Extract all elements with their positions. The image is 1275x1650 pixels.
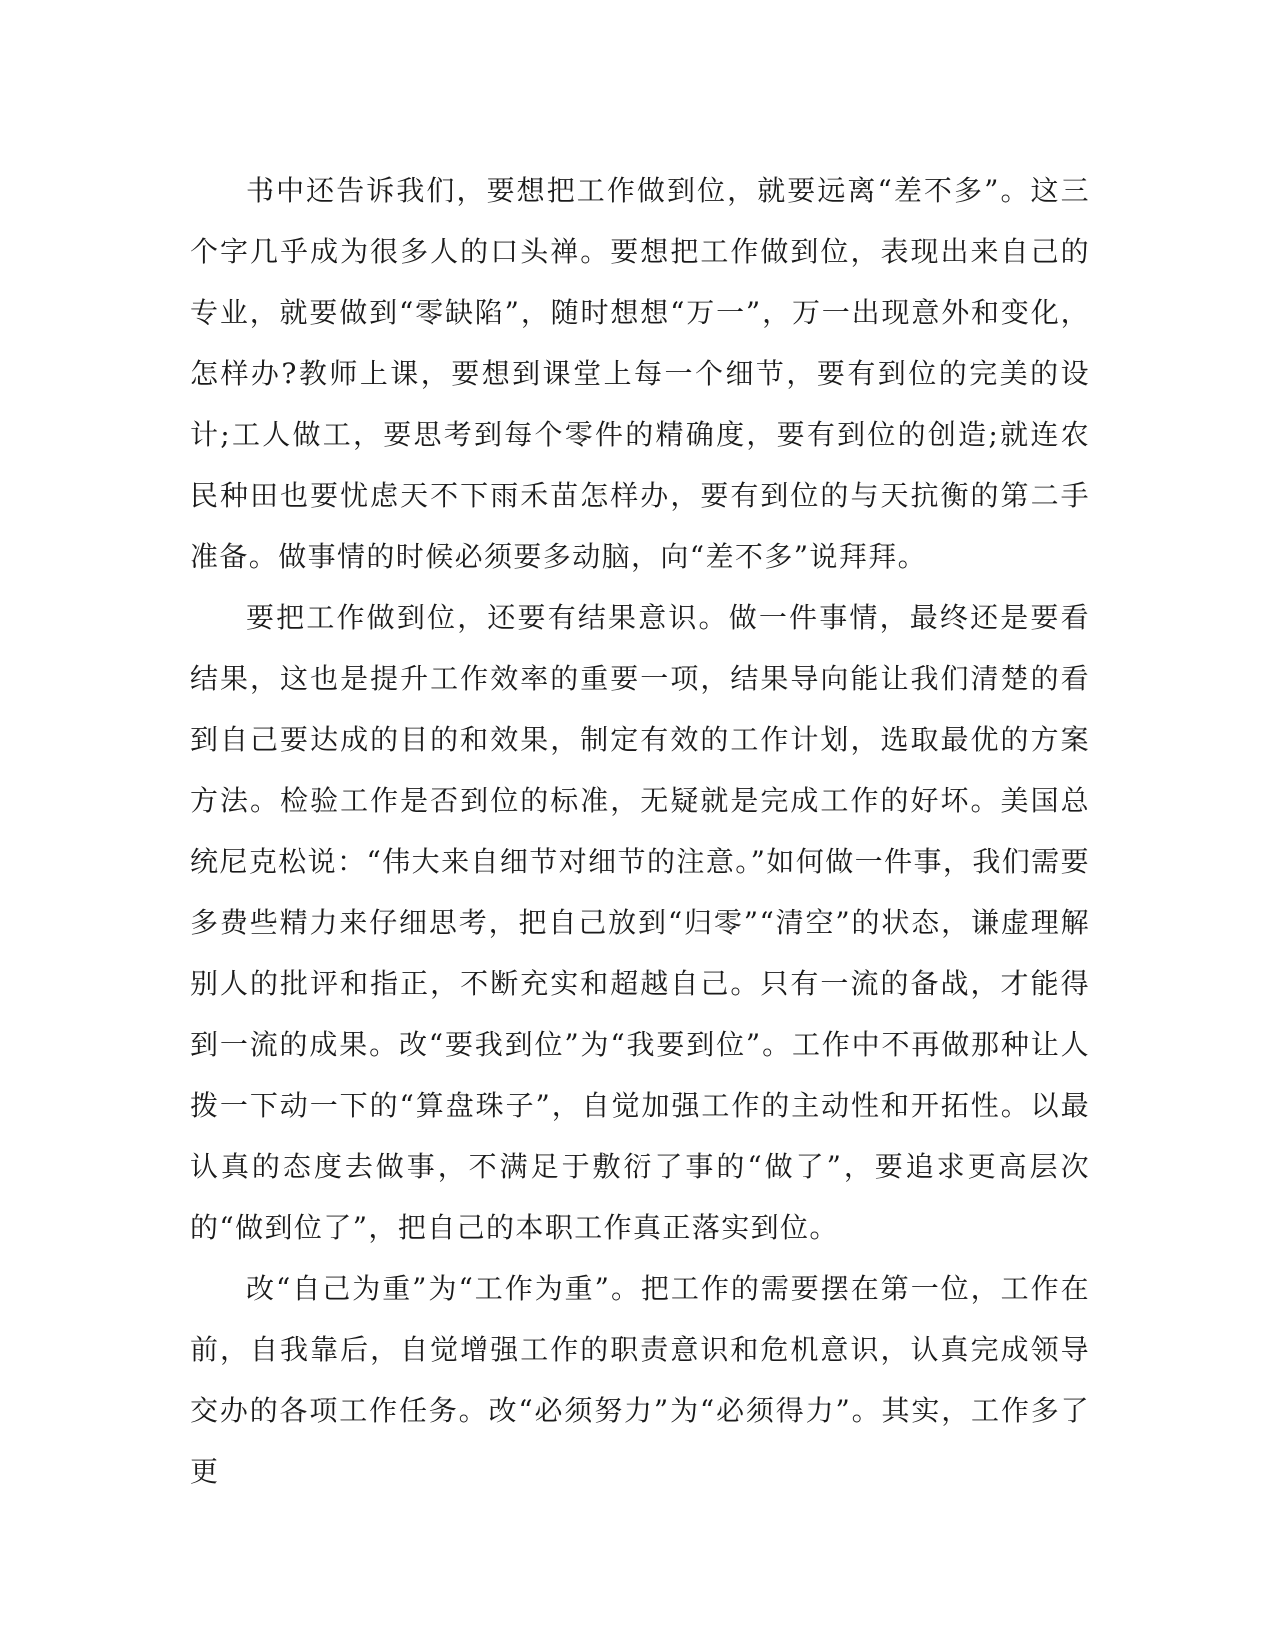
paragraph-3: 改“自己为重”为“工作为重”。把工作的需要摆在第一位，工作在前，自我靠后，自觉增强工作的职责意识和危机意识，认真完成领导交办的各项工作任务。改“必须努力”为“必须得力”。其实，工作多了更 [190,1272,1090,1488]
document-body [190,160,1090,1502]
paragraph-1: 书中还告诉我们，要想把工作做到位，就要远离“差不多”。这三个字几乎成为很多人的口头禅。要想把工作做到位，表现出来自己的专业，就要做到“零缺陷”，随时想想“万一”，万一出现意外和变化，怎样办?教师上课，要想到课堂上每一个细节，要有到位的完美的设计;工人做工，要思考到每个零件的精确度，要有到位的创造;就连农民种田也要忧虑天不下雨禾苗怎样办，要有到位的与天抗衡的第二手准备。做事情的时候必须要多动脑，向“差不多”说拜拜。 [190,174,1090,573]
paragraph-2: 要把工作做到位，还要有结果意识。做一件事情，最终还是要看结果，这也是提升工作效率的重要一项，结果导向能让我们清楚的看到自己要达成的目的和效果，制定有效的工作计划，选取最优的方案方法。检验工作是否到位的标准，无疑就是完成工作的好坏。美国总统尼克松说：“伟大来自细节对细节的注意。”如何做一件事，我们需要多费些精力来仔细思考，把自己放到“归零”“清空”的状态，谦虚理解别人的批评和指正，不断充实和超越自己。只有一流的备战，才能得到一流的成果。改“要我到位”为“我要到位”。工作中不再做那种让人拨一下动一下的“算盘珠子”，自觉加强工作的主动性和开拓性。以最认真的态度去做事，不满足于敷衍了事的“做了”，要追求更高层次的“做到位了”，把自己的本职工作真正落实到位。 [190,601,1090,1244]
